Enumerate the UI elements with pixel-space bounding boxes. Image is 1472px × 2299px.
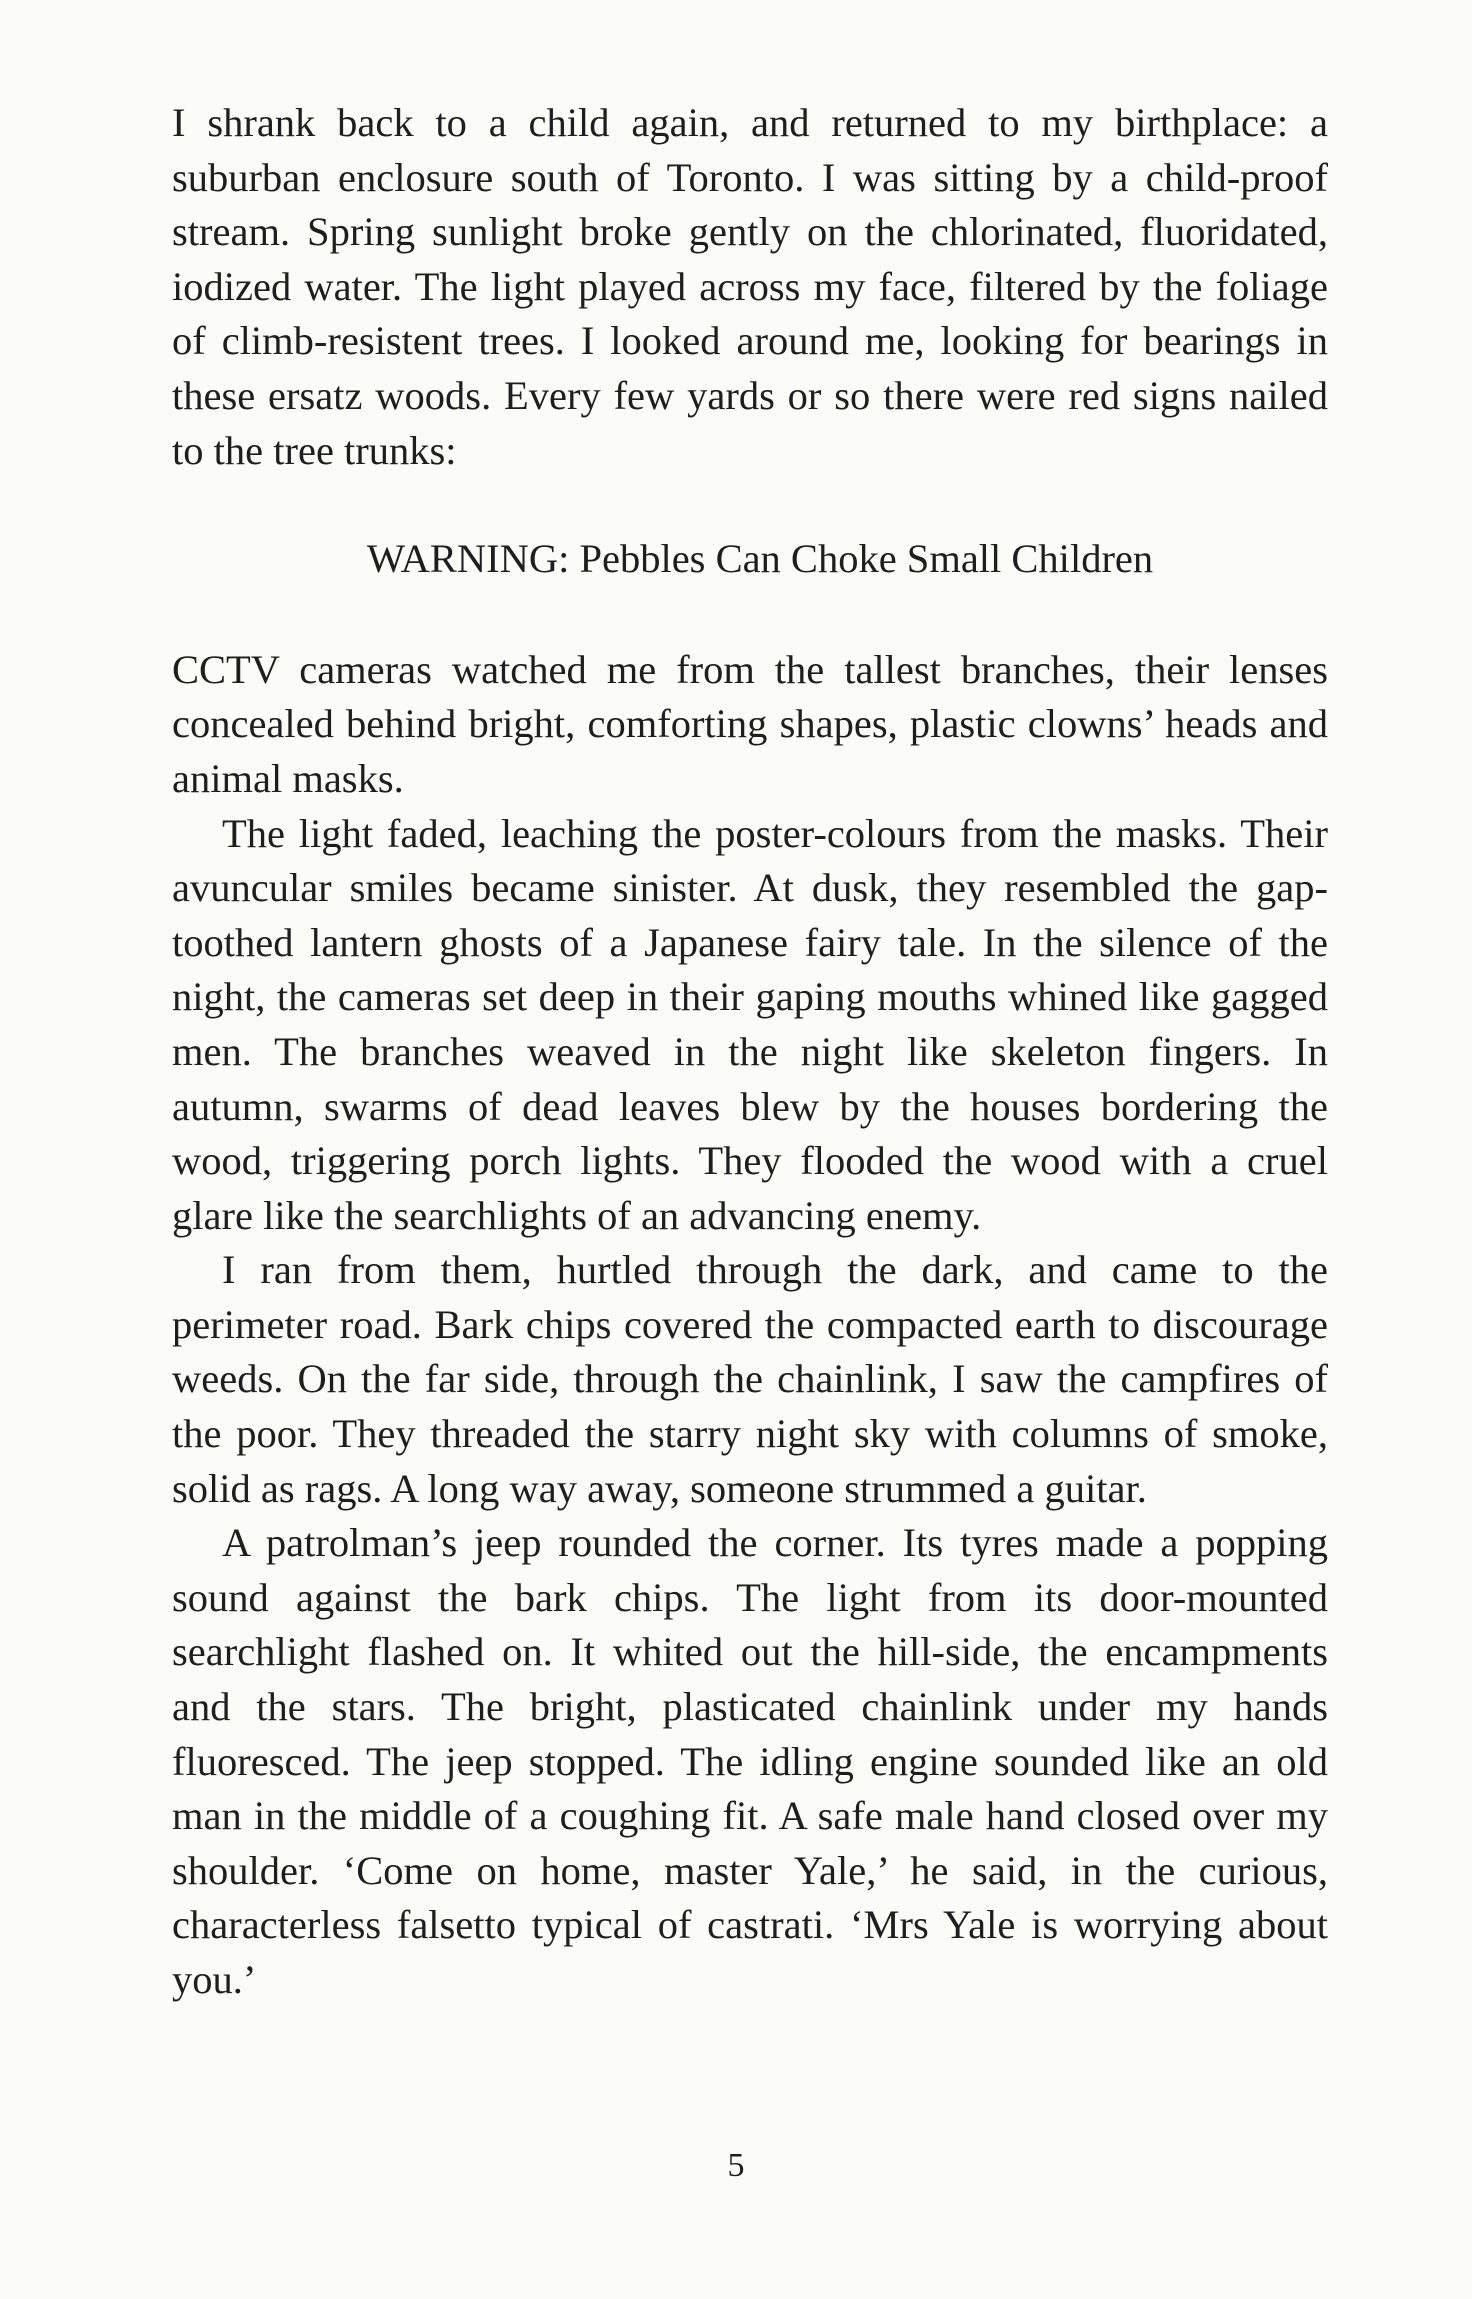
paragraph-birthplace: I shrank back to a child again, and returned to my birthplace: a suburban enclosure south of Toronto. I was sitting by a child-proof stream. Spring sunlight broke gently on the chlorinated, fluoridated, iodized water. The light played across my face, filtered by the foliage of climb-resistent trees. I looked around me, looking for bearings in these ersatz woods. Every few yards or so there were red signs nailed to the tree trunks: bbox=[172, 100, 1328, 473]
paragraph-cctv: CCTV cameras watched me from the tallest branches, their lenses concealed behind bright, comforting shapes, plastic clowns’ heads and animal masks. bbox=[172, 646, 1328, 801]
paragraph-perimeter-road: I ran from them, hurtled through the dark, and came to the perimeter road. Bark chips covered the compacted earth to discourage weeds. On the far side, through the chainlink, I saw the campfires of the poor. They threaded the starry night sky with columns of smoke, solid as rags. A long way away, someone strummed a guitar. bbox=[172, 1247, 1328, 1511]
warning-sign-text: WARNING: Pebbles Can Choke Small Children bbox=[366, 536, 1154, 582]
page-body bbox=[172, 96, 1328, 2008]
paragraph-patrolman-jeep: A patrolman’s jeep rounded the corner. Its tyres made a popping sound against the bark chips. The light from its door-mounted searchlight flashed on. It whited out the hill-side, the encampments and the stars. The bright, plasticated chainlink under my hands fluoresced. The jeep stopped. The idling engine sounded like an old man in the middle of a coughing fit. A safe male hand closed over my shoulder. ‘Come on home, master Yale,’ he said, in the curious, characterless falsetto typical of castrati. ‘Mrs Yale is worrying about you.’ bbox=[172, 1520, 1328, 2002]
page-number: 5 bbox=[727, 2147, 745, 2184]
paragraph-light-faded: The light faded, leaching the poster-colours from the masks. Their avuncular smiles became sinister. At dusk, they resembled the gap-toothed lantern ghosts of a Japanese fairy tale. In the silence of the night, the cameras set deep in their gaping mouths whined like gagged men. The branches weaved in the night like skeleton fingers. In autumn, swarms of dead leaves blew by the houses bordering the wood, triggering porch lights. They flooded the wood with a cruel glare like the searchlights of an advancing enemy. bbox=[172, 810, 1328, 1238]
